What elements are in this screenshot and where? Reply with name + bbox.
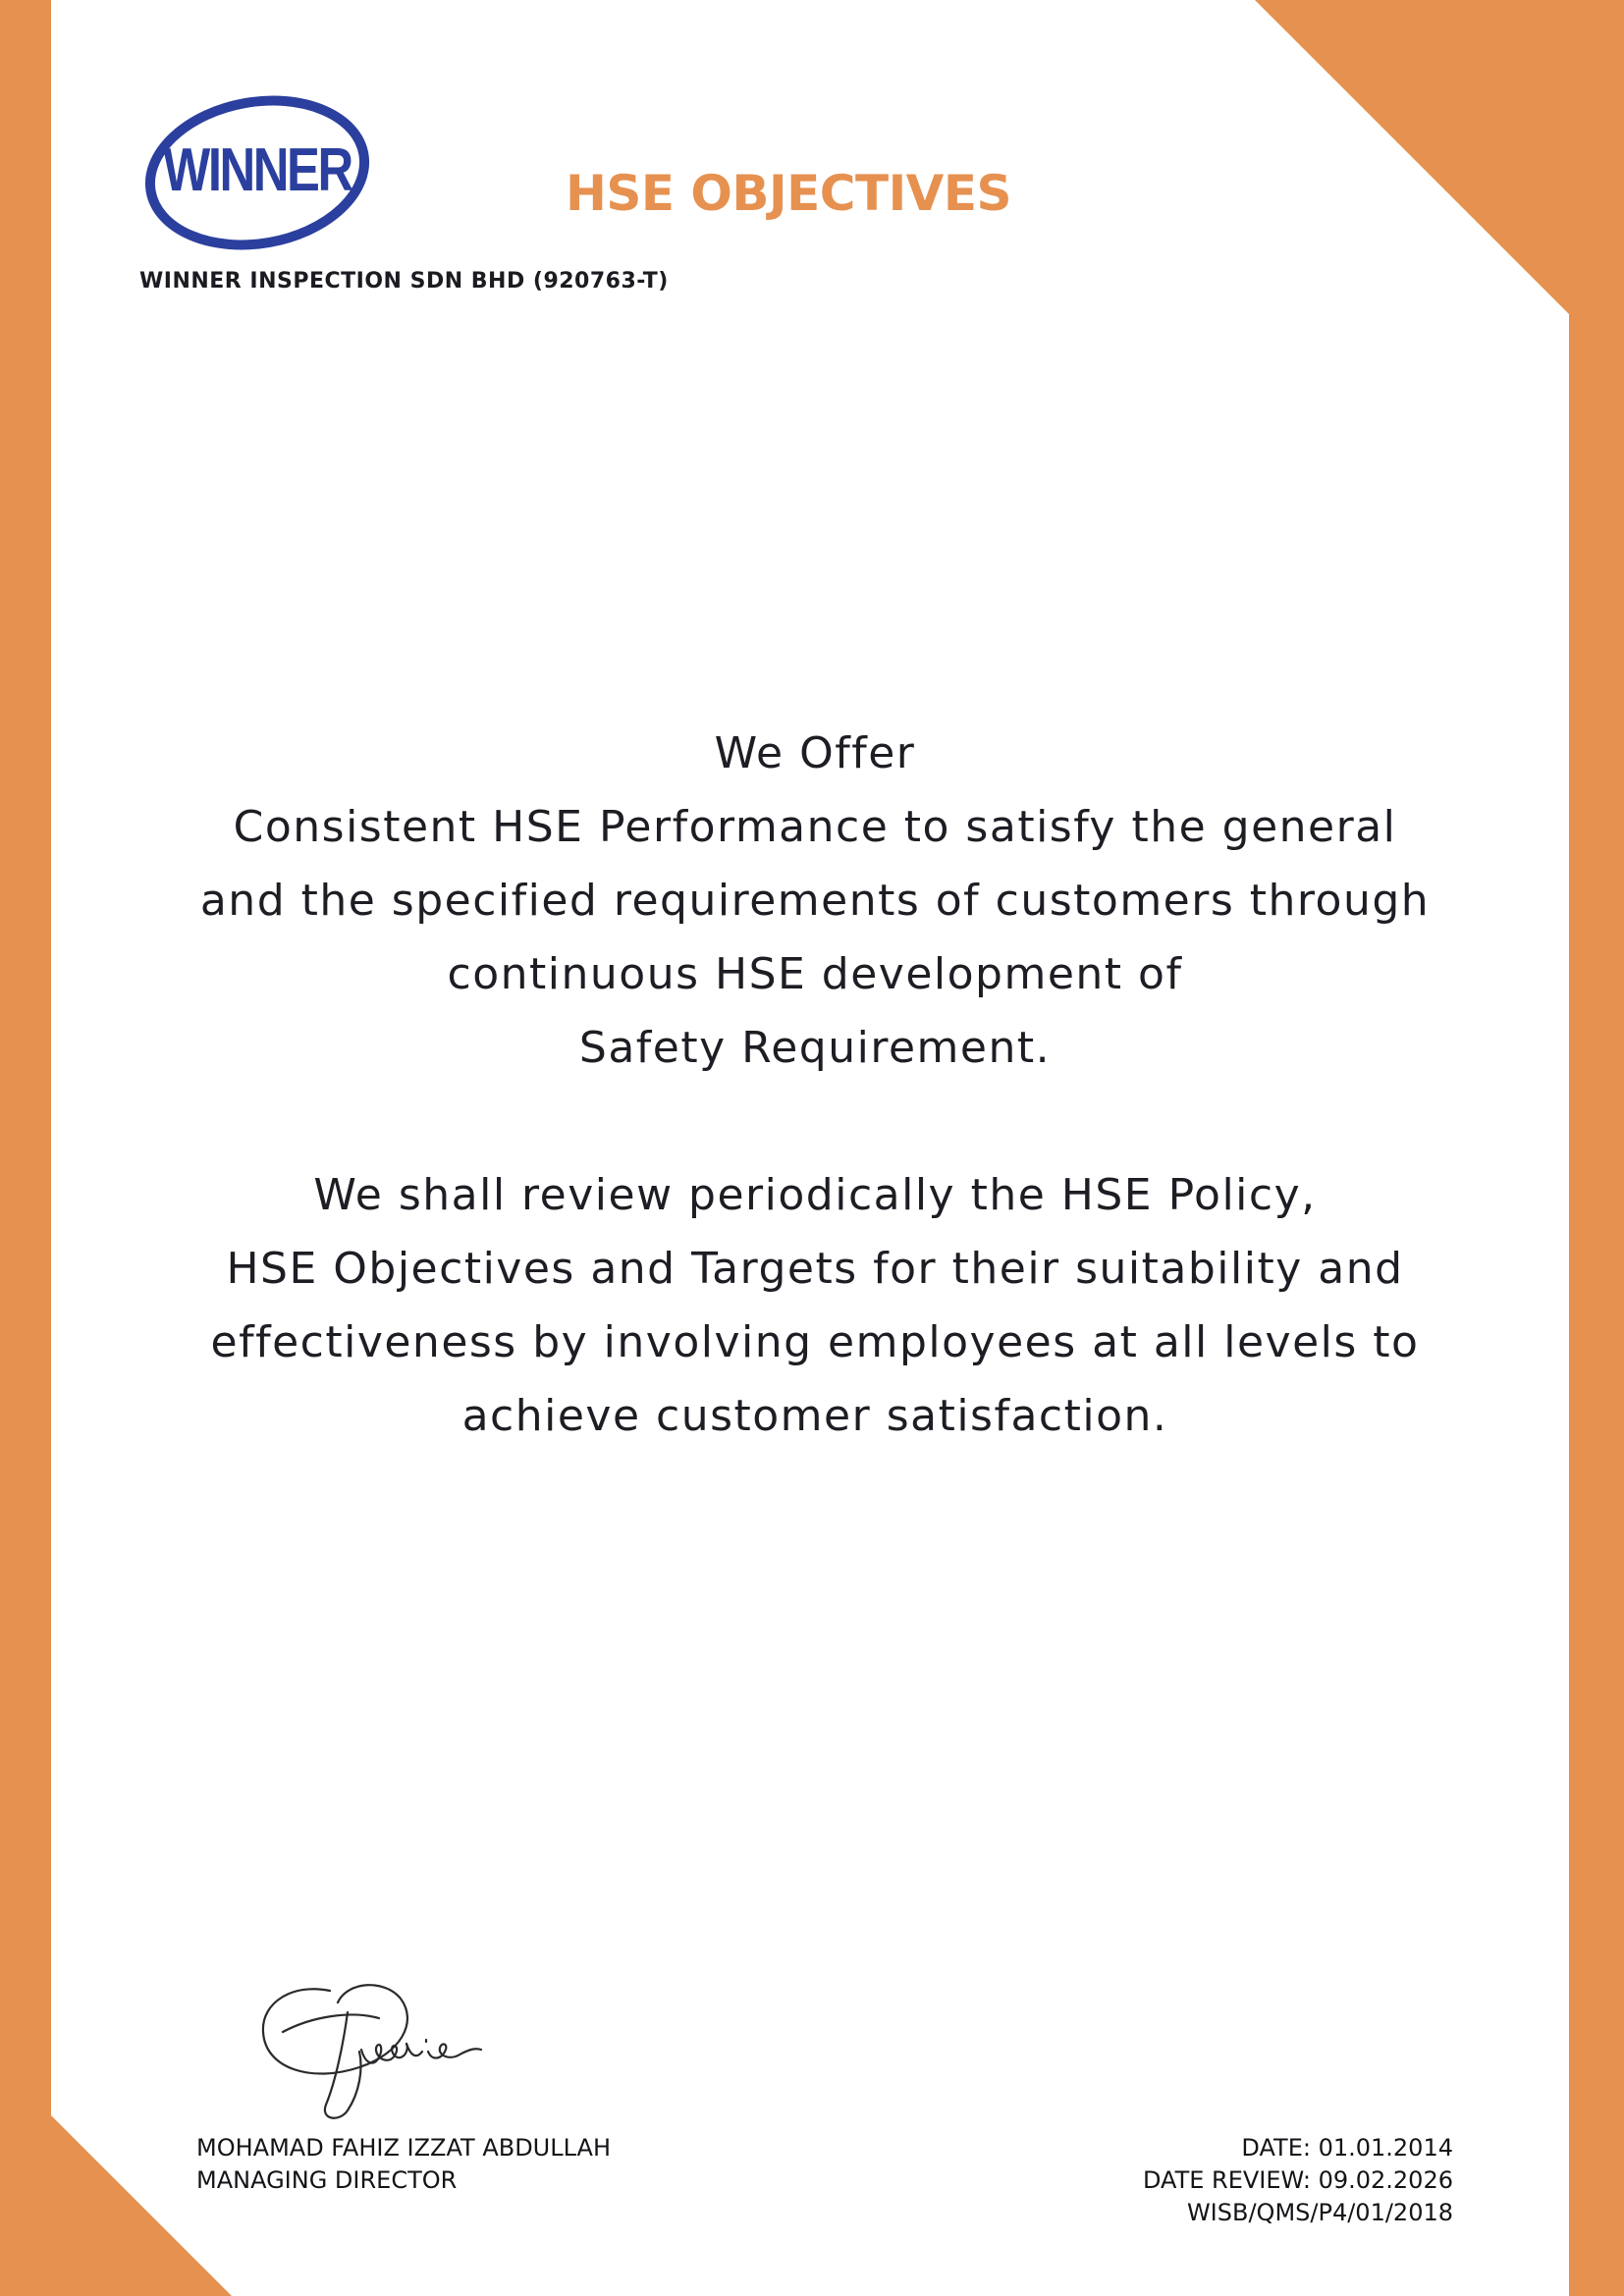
paragraph-line: Safety Requirement. — [578, 1023, 1052, 1073]
top-right-corner-triangle — [1255, 0, 1624, 369]
paragraph-gap — [137, 1085, 1492, 1158]
left-border — [0, 0, 51, 2296]
paragraph-line: achieve customer satisfaction. — [461, 1391, 1168, 1441]
paragraph-line: continuous HSE development of — [447, 949, 1183, 999]
bottom-left-corner-triangle — [0, 2101, 232, 2296]
document-reference: WISB/QMS/P4/01/2018 — [1186, 2199, 1453, 2226]
signatory-name: MOHAMAD FAHIZ IZZAT ABDULLAH — [196, 2134, 612, 2162]
issue-date: DATE: 01.01.2014 — [1241, 2134, 1453, 2162]
signature-image — [253, 1973, 489, 2130]
review-date: DATE REVIEW: 09.02.2026 — [1142, 2166, 1453, 2194]
signatory-block — [196, 2132, 611, 2197]
paragraph-line: Consistent HSE Performance to satisfy the general — [233, 802, 1397, 852]
objectives-body — [137, 717, 1492, 1453]
paragraph-line: and the specified requirements of customers through — [199, 876, 1431, 926]
document-info-block — [1143, 2132, 1453, 2229]
paragraph-line: We Offer — [714, 728, 916, 778]
paragraph-line: effectiveness by involving employees at all levels to — [210, 1317, 1420, 1367]
paragraph-line: HSE Objectives and Targets for their suitability and — [226, 1244, 1404, 1294]
page-title: HSE OBJECTIVES — [565, 165, 1012, 222]
company-logo — [141, 94, 373, 257]
paragraph-line: We shall review periodically the HSE Policy, — [313, 1170, 1317, 1220]
signatory-position: MANAGING DIRECTOR — [196, 2166, 458, 2194]
logo-wordmark: WINNER — [163, 136, 352, 204]
company-name: WINNER INSPECTION SDN BHD (920763-T) — [139, 269, 669, 294]
